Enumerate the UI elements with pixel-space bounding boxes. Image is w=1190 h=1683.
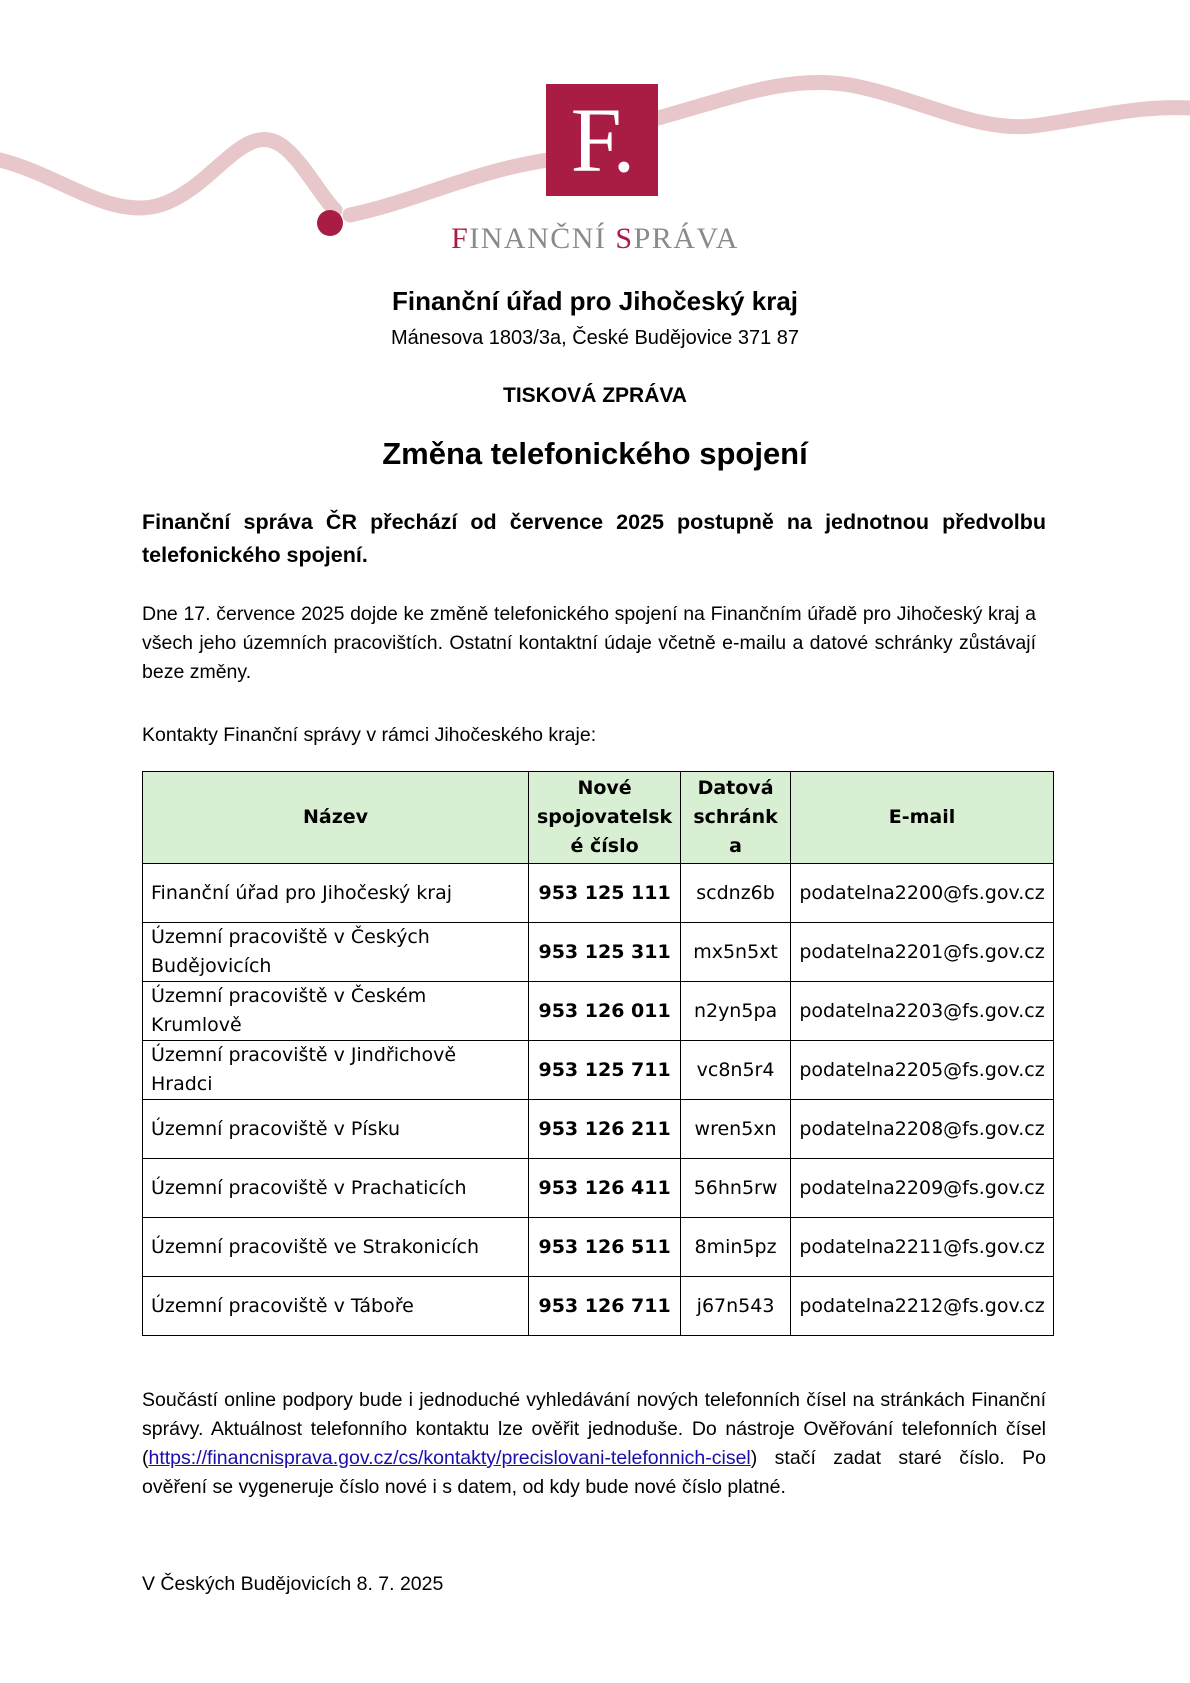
office-name-cell: Územní pracoviště v Jindřichově Hradci (143, 1041, 529, 1100)
table-row (143, 1277, 1054, 1336)
data-box-cell: n2yn5pa (681, 982, 791, 1041)
support-paragraph (142, 1386, 1046, 1502)
table-row (143, 1041, 1054, 1100)
table-row (143, 1218, 1054, 1277)
office-name-cell: Územní pracoviště v Českých Budějovicích (143, 923, 529, 982)
data-box-cell: mx5n5xt (681, 923, 791, 982)
office-address: Mánesova 1803/3a, České Budějovice 371 87 (390, 327, 800, 349)
email-cell: podatelna2208@fs.gov.cz (791, 1100, 1054, 1159)
contacts-intro: Kontakty Finanční správy v rámci Jihočeského kraje: (142, 724, 597, 746)
phone-cell: 953 126 011 (529, 982, 681, 1041)
lead-paragraph: Finanční správa ČR přechází od července 2025 postupně na jednotnou předvolbu telefonického spojení. (142, 510, 1046, 567)
office-name-cell: Územní pracoviště v Prachaticích (143, 1159, 529, 1218)
office-name-cell: Finanční úřad pro Jihočeský kraj (143, 864, 529, 923)
office-name-cell: Územní pracoviště v Táboře (143, 1277, 529, 1336)
phone-cell: 953 126 711 (529, 1277, 681, 1336)
phone-cell: 953 126 411 (529, 1159, 681, 1218)
intro-paragraph: Dne 17. července 2025 dojde ke změně telefonického spojení na Finančním úřadě pro Jihočeský kraj a všech jeho územních pracovištích. Ostatní kontaktní údaje včetně e-mailu a datové schránky zůstávají beze změny. (142, 603, 1036, 683)
email-cell: podatelna2212@fs.gov.cz (791, 1277, 1054, 1336)
table-row (143, 923, 1054, 982)
verification-tool-link[interactable]: https://financnisprava.gov.cz/cs/kontakty/precislovani-telefonnich-cisel (148, 1447, 751, 1469)
email-cell: podatelna2200@fs.gov.cz (791, 864, 1054, 923)
logo-emblem: F. (546, 84, 658, 196)
column-header-email: E-mail (791, 772, 1054, 864)
phone-cell: 953 126 211 (529, 1100, 681, 1159)
phone-cell: 953 125 111 (529, 864, 681, 923)
email-cell: podatelna2201@fs.gov.cz (791, 923, 1054, 982)
logo-word1-rest: INANČNÍ (469, 222, 616, 255)
office-name-cell: Územní pracoviště v Písku (143, 1100, 529, 1159)
office-name: Finanční úřad pro Jihočeský kraj (391, 286, 799, 316)
data-box-cell: vc8n5r4 (681, 1041, 791, 1100)
phone-cell: 953 125 311 (529, 923, 681, 982)
support-text-start: Součástí online podpory bude i jednoduché vyhledávání nových telefonních čísel na stránkách Finanční správy. Aktuálnost telefonního kontaktu lze ověřit jednoduše. Do nástroje Ověřování telefonních čísel ( (142, 1389, 1046, 1469)
place-and-date: V Českých Budějovicích 8. 7. 2025 (142, 1573, 444, 1595)
data-box-cell: wren5xn (681, 1100, 791, 1159)
logo-word2-rest: PRÁVA (633, 222, 739, 255)
data-box-cell: 8min5pz (681, 1218, 791, 1277)
logo-initial-f: F (451, 222, 470, 255)
email-cell: podatelna2205@fs.gov.cz (791, 1041, 1054, 1100)
email-cell: podatelna2211@fs.gov.cz (791, 1218, 1054, 1277)
support-text-end: ) stačí zadat staré číslo. Po ověření se vygeneruje číslo nové i s datem, od kdy bude nové číslo platné. (142, 1447, 1046, 1498)
table-row (143, 864, 1054, 923)
table-header-row (143, 772, 1054, 864)
column-header-name: Název (143, 772, 529, 864)
table-row (143, 1159, 1054, 1218)
table-row (143, 1100, 1054, 1159)
press-release-label: TISKOVÁ ZPRÁVA (503, 384, 687, 407)
press-release-title: Změna telefonického spojení (382, 436, 808, 471)
data-box-cell: scdnz6b (681, 864, 791, 923)
email-cell: podatelna2203@fs.gov.cz (791, 982, 1054, 1041)
phone-cell: 953 126 511 (529, 1218, 681, 1277)
column-header-phone: Nové spojovatelsk é číslo (529, 772, 681, 864)
phone-cell: 953 125 711 (529, 1041, 681, 1100)
office-name-cell: Územní pracoviště ve Strakonicích (143, 1218, 529, 1277)
column-header-data-box: Datová schránk a (681, 772, 791, 864)
email-cell: podatelna2209@fs.gov.cz (791, 1159, 1054, 1218)
data-box-cell: 56hn5rw (681, 1159, 791, 1218)
logo-initial-s: S (615, 222, 634, 255)
logo-wordmark (0, 222, 1190, 256)
contacts-table (142, 771, 1054, 1336)
data-box-cell: j67n543 (681, 1277, 791, 1336)
table-row (143, 982, 1054, 1041)
office-name-cell: Územní pracoviště v Českém Krumlově (143, 982, 529, 1041)
